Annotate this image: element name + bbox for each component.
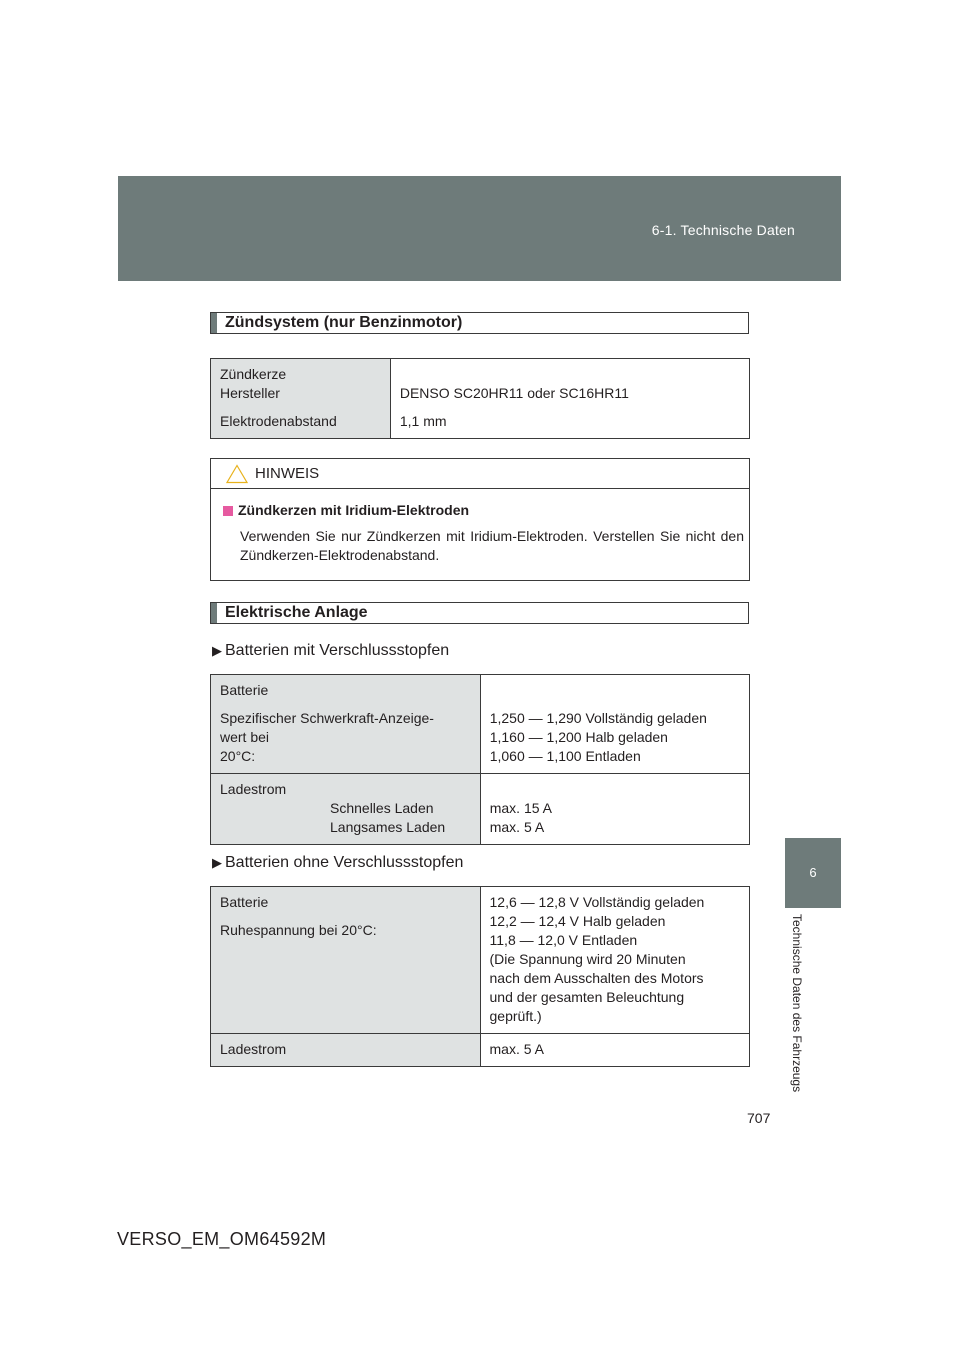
voltage-note: geprüft.) [489,1008,542,1024]
manufacturer-value: DENSO SC20HR11 oder SC16HR11 [390,359,749,411]
table-row [211,359,750,411]
gravity-value: 1,060 — 1,100 Entladen [489,748,641,764]
page-number: 707 [747,1110,771,1126]
without-plugs-heading: Batterien ohne Verschlussstopfen [225,854,464,871]
notice-box [210,458,750,581]
gravity-label-line: Spezifischer Schwerkraft-Anzeige- [220,710,434,726]
notice-body: Verwenden Sie nur Zündkerzen mit Iridium-Elektroden. Verstellen Sie nicht den Zündkerzen-Elektrodenabstand. [240,528,744,563]
warning-triangle-icon [226,464,248,484]
electrical-section-heading [210,602,749,624]
table-value-cell [480,887,749,1034]
chapter-tab[interactable]: 6 [785,838,841,908]
header-band [118,176,841,281]
table-label-cell [211,887,481,1034]
battery-without-plugs-table [210,886,750,1067]
charge-current-label: Ladestrom [211,1034,481,1067]
battery-label: Batterie [220,894,269,910]
gravity-value: 1,160 — 1,200 Halb geladen [489,729,668,745]
with-plugs-heading: Batterien mit Verschlussstopfen [225,642,450,659]
notice-subheading-text: Zündkerzen mit Iridium-Elektroden [238,502,470,518]
table-row [211,887,750,1034]
voltage-note: und der gesamten Beleuchtung [489,989,685,1005]
manufacturer-label: Hersteller [220,385,280,401]
voltage-value: 12,6 — 12,8 V Vollständig geladen [489,894,705,910]
table-row [211,774,750,845]
table-row [211,1034,750,1067]
table-row [211,675,750,774]
ignition-table [210,358,750,439]
spark-plug-label: Zündkerze [220,366,287,382]
table-label-cell [211,675,481,774]
charge-current-value: max. 5 A [480,1034,749,1067]
fast-charge-label: Schnelles Laden [330,800,434,816]
voltage-label: Ruhespannung bei 20°C: [220,922,377,938]
battery-with-plugs-table [210,674,750,845]
arrow-right-icon: ▶ [212,643,222,658]
voltage-value: 11,8 — 12,0 V Entladen [489,932,638,948]
gravity-label-line: wert bei [220,729,270,745]
electrical-title: Elektrische Anlage [225,604,368,621]
chapter-title-vertical: Technische Daten des Fahrzeugs [790,914,804,1093]
voltage-note: nach dem Ausschalten des Motors [489,970,704,986]
charge-current-label: Ladestrom [220,781,287,797]
arrow-right-icon: ▶ [212,855,222,870]
subheading-with-plugs [212,642,449,660]
voltage-note: (Die Spannung wird 20 Minuten [489,951,686,967]
fast-charge-value: max. 15 A [489,800,552,816]
subheading-without-plugs [212,854,463,872]
ignition-section-heading [210,312,749,334]
gap-label: Elektrodenabstand [211,410,391,439]
notice-subheading [223,502,469,518]
slow-charge-value: max. 5 A [489,819,545,835]
notice-header [211,459,749,489]
document-code: VERSO_EM_OM64592M [117,1229,327,1249]
table-row [211,410,750,439]
gravity-value: 1,250 — 1,290 Vollständig geladen [489,710,707,726]
gap-value: 1,1 mm [390,410,749,439]
section-title: 6-1. Technische Daten [651,222,795,238]
ignition-title: Zündsystem (nur Benzinmotor) [225,314,463,331]
voltage-value: 12,2 — 12,4 V Halb geladen [489,913,666,929]
notice-heading: HINWEIS [255,465,320,482]
table-label-cell [211,774,481,845]
slow-charge-label: Langsames Laden [330,819,446,835]
table-value-cell [480,774,749,845]
table-value-cell [480,675,749,774]
battery-label: Batterie [220,682,269,698]
gravity-label-line: 20°C: [220,748,256,764]
table-label-cell [211,359,391,411]
bullet-square-icon [223,506,233,516]
